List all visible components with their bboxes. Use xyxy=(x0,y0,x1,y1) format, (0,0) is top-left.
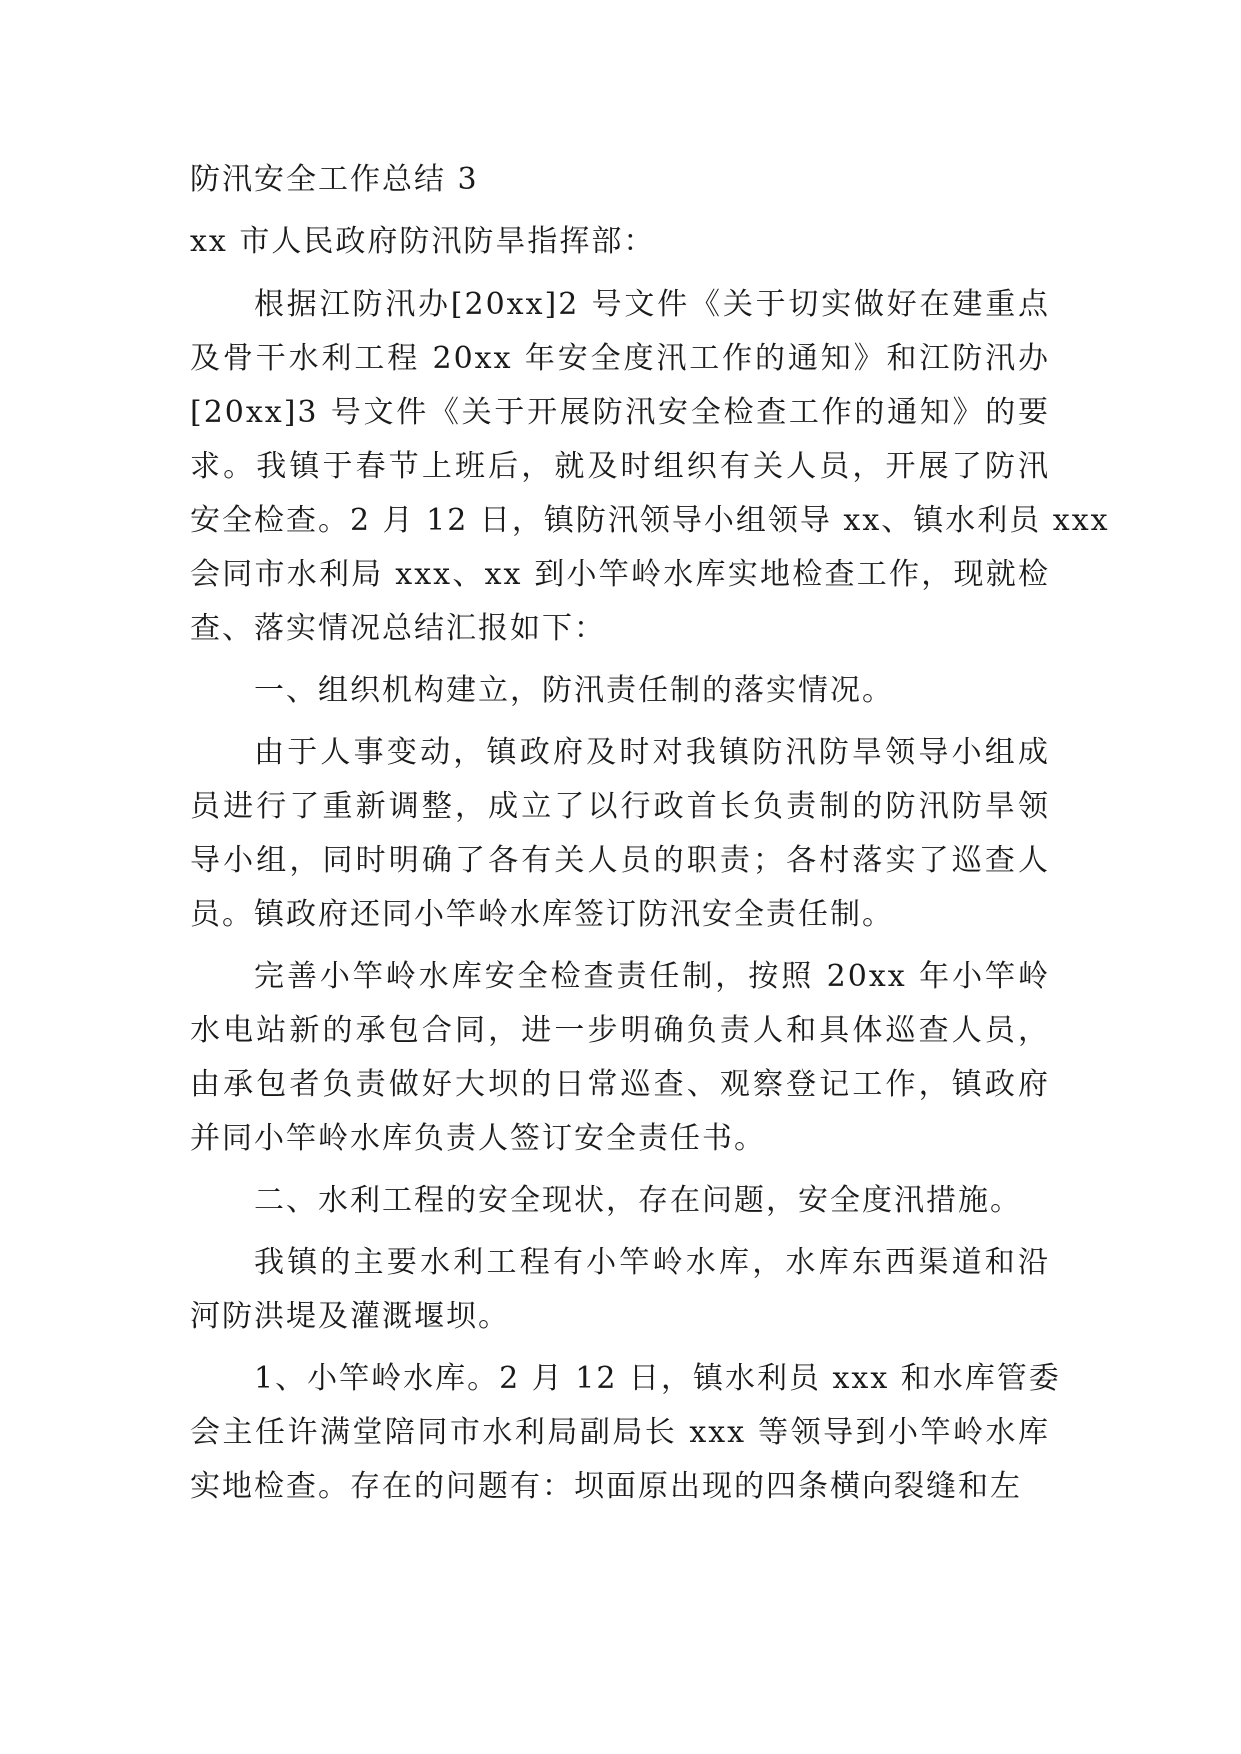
paragraph-line: 并同小竿岭水库负责人签订安全责任书。 xyxy=(190,1121,766,1156)
paragraph-line: 我镇的主要水利工程有小竿岭水库，水库东西渠道和沿 xyxy=(254,1245,1050,1280)
paragraph-line: 水电站新的承包合同，进一步明确负责人和具体巡查人员， xyxy=(190,1013,1050,1048)
paragraph xyxy=(190,1174,1050,1228)
paragraph-line: 完善小竿岭水库安全检查责任制，按照 20xx 年小竿岭 xyxy=(254,959,1050,994)
paragraph-line: 根据江防汛办[20xx]2 号文件《关于切实做好在建重点 xyxy=(254,287,1050,322)
paragraph-line: 一、组织机构建立，防汛责任制的落实情况。 xyxy=(254,673,894,708)
paragraph xyxy=(190,278,1110,656)
paragraph-line: 1、小竿岭水库。2 月 12 日，镇水利员 xxx 和水库管委 xyxy=(254,1361,1061,1396)
document-body xyxy=(190,160,1110,1522)
paragraph-line: 安全检查。2 月 12 日，镇防汛领导小组领导 xx、镇水利员 xxx xyxy=(190,503,1110,538)
paragraph xyxy=(190,1352,1061,1514)
paragraph-line: 员。镇政府还同小竿岭水库签订防汛安全责任制。 xyxy=(190,897,894,932)
paragraph-line: 河防洪堤及灌溉堰坝。 xyxy=(190,1299,510,1334)
paragraph-line: 会主任许满堂陪同市水利局副局长 xxx 等领导到小竿岭水库 xyxy=(190,1415,1050,1450)
paragraph-line: 实地检查。存在的问题有：坝面原出现的四条横向裂缝和左 xyxy=(190,1469,1022,1504)
paragraph-line: [20xx]3 号文件《关于开展防汛安全检查工作的通知》的要 xyxy=(190,395,1050,430)
document-salutation: xx 市人民政府防汛防旱指挥部： xyxy=(190,224,656,259)
paragraph-line: 由承包者负责做好大坝的日常巡查、观察登记工作，镇政府 xyxy=(190,1067,1050,1102)
paragraph xyxy=(190,950,1050,1166)
paragraph-list xyxy=(190,278,1110,1514)
paragraph xyxy=(190,664,1050,718)
paragraph-line: 二、水利工程的安全现状，存在问题，安全度汛措施。 xyxy=(254,1183,1022,1218)
paragraph-line: 求。我镇于春节上班后，就及时组织有关人员，开展了防汛 xyxy=(190,449,1050,484)
paragraph-line: 查、落实情况总结汇报如下： xyxy=(190,611,606,646)
paragraph-line: 及骨干水利工程 20xx 年安全度汛工作的通知》和江防汛办 xyxy=(190,341,1050,376)
paragraph-line: 导小组，同时明确了各有关人员的职责；各村落实了巡查人 xyxy=(190,843,1050,878)
paragraph xyxy=(190,726,1050,942)
paragraph-line: 由于人事变动，镇政府及时对我镇防汛防旱领导小组成 xyxy=(254,735,1050,770)
paragraph xyxy=(190,1236,1050,1344)
paragraph-line: 会同市水利局 xxx、xx 到小竿岭水库实地检查工作，现就检 xyxy=(190,557,1050,592)
paragraph-line: 员进行了重新调整，成立了以行政首长负责制的防汛防旱领 xyxy=(190,789,1050,824)
document-title: 防汛安全工作总结 3 xyxy=(190,162,479,197)
